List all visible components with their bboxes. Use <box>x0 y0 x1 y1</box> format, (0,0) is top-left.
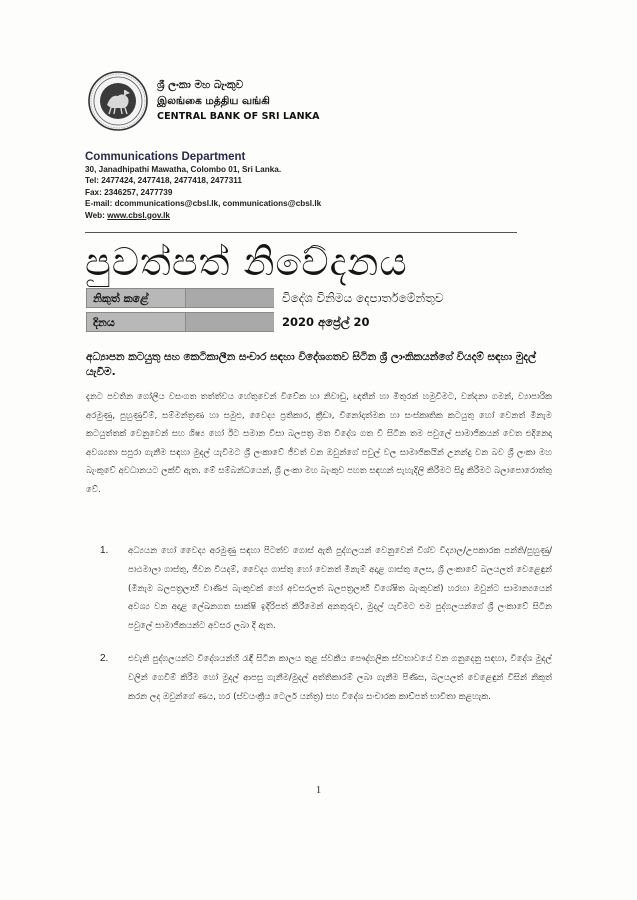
department-contact-block <box>85 150 545 221</box>
department-tel: Tel: 2477424, 2477418, 2477418, 2477311 <box>85 176 242 186</box>
issued-by-value: විදේශ විනිමය දෙපාර්තමේන්තුව <box>282 291 444 305</box>
list-item <box>100 650 552 706</box>
header-divider <box>85 232 517 233</box>
issued-by-label: නිකුත් කළේ <box>86 288 186 308</box>
list-item-number: 2. <box>100 652 109 664</box>
date-value: 2020 අප්‍රේල් 20 <box>282 315 370 329</box>
bank-name-tamil: இலங்கை மத்திய வங்கி <box>157 95 270 107</box>
department-title: Communications Department <box>85 151 246 163</box>
list-item-text: එවැනි පුද්ගලයන්ට විදේශයන්හි රැඳී සිටින කාලය තුළ ස්වකීය පෞද්ගලික ස්වභාවයේ වන ගනුදෙනු සඳහා, විදේශ මුදල් වලින් ගෙවීම් කිරීම හෝ මුදල් ආපසු ගැනීම/මුදල් අත්තිකාරම් ලබා ගැනීම පිණිස, බලයලත් වෙළෙඳුන් විසින් නිකුත් කරන ලද ඔවුන්ගේ ණය, හර (ස්වයංක්‍රීය ටෙලර් යන්ත්‍ර) සහ විදේශ සංචාරක කාඩ්පත් භාවිතා කළහැක. <box>128 653 552 702</box>
page-number: 1 <box>315 784 322 796</box>
intro-paragraph: දැනට පවතින ගෝලීය වසංගත තත්ත්වය හේතුවෙන් විවේක හා නිවාඩු, ඥාතීන් හා මිතුරන් හමුවීමට, වන්දනා ගමන්, ව්‍යාපාරික අරමුණු, පුහුණුවීම්, සම්මන්ත්‍රණ හා සමුළු, වෛද්‍ය ප්‍රතිකාර, ක්‍රීඩා, විනෝදාත්මක හා සංස්කෘතික කටයුතු හෝ වෙනත් මීනැම කටයුත්තක් වෙනුවෙන් සහ ශිෂ්‍ය හෝ ඊට සමාන වීසා බලපත්‍ර මත විදේශ ගත වී සිටින තම පවුලේ සාමාජිකයන් වෙත එදිනෙදා අවශ්‍යතා සපුරා ගැනීම සඳහා මුදල් යැවීමට ශ්‍රී ලංකාවේ ජීවත් වන ඔවුන්ගේ පවුල් වල සාමාජිකයින් උනන්දු වන බව ශ්‍රී ලංකා මහ බැංකුවේ අවධානයට ලක්වී ඇත. මේ සම්බන්ධයෙන්, ශ්‍රී ලංකා මහ බැංකුව පහත සඳහන් පැහැදිලි කිරීමට සිදු කිරීමට බලාපොරොත්තු වේ. <box>86 392 552 495</box>
bank-name-sinhala: ශ්‍රී ලංකා මහ බැංකුව <box>157 79 244 91</box>
central-bank-seal-icon <box>87 70 149 132</box>
list-item <box>100 542 552 636</box>
numbered-list <box>100 542 552 720</box>
bank-name-english: CENTRAL BANK OF SRI LANKA <box>157 111 320 122</box>
department-address: 30, Janadhipathi Mawatha, Colombo 01, Sri Lanka. <box>85 165 282 174</box>
press-release-title: පුවත්පත් නිවේදනය <box>85 240 408 284</box>
subject-heading: අධ්‍යාපන කටයුතු සහ කෙටිකාලීන සංචාර සඳහා විදේශගතව සිටින ශ්‍රී ලාංකිකයන්ගේ වියදම් සඳහා මුදල් යැවීම. <box>86 351 536 378</box>
web-label: Web: <box>85 210 108 220</box>
issued-by-shade <box>186 288 274 308</box>
list-item-text: අධ්‍යයන හෝ වෛද්‍ය අරමුණු සඳහා පිටත්ව ගොස් ඇති පුද්ගලයන් වෙනුවෙන් විශ්ව විද්‍යාල/උපකාරක පන්ති/පුහුණු/පාඨමාලා ගාස්තු, ජීවන වියදම්, වෛද්‍ය ගාස්තු හෝ වෙනත් මීනැම් අදාළ ගාස්තු ලෙස, ශ්‍රී ලංකාවේ බලයලත් වෙළෙඳුන් (මීනැම බලපත්‍රලාභී වාණිජ බැංකුවක් හෝ අවසරලත් බලපත්‍රලාභී විශේෂිත බැංකුවක්) හරහා ඔවුන්ට සාමාන්‍යයෙන් අවශ්‍ය වන අදාළ ලේඛනගත සාක්ෂි ඉදිරිපත් කිරීමෙන් අනතුරුව, මුදල් යැවීමට එම පුද්ගලයන්ගේ ශ්‍රී ලංකාවේ සිටින පවුලේ සාමාජිකයන්ට අවසර ලබා දී ඇත. <box>128 546 552 632</box>
department-web <box>85 210 545 221</box>
date-shade <box>186 312 274 332</box>
date-label: දිනය <box>86 312 186 332</box>
department-fax: Fax: 2346257, 2477739 <box>85 187 173 197</box>
department-email: E-mail: dcommunications@cbsl.lk, communications@cbsl.lk <box>85 199 322 209</box>
list-item-number: 1. <box>100 545 109 556</box>
web-link[interactable]: www.cbsl.gov.lk <box>107 210 170 220</box>
bank-name-block <box>157 77 320 125</box>
